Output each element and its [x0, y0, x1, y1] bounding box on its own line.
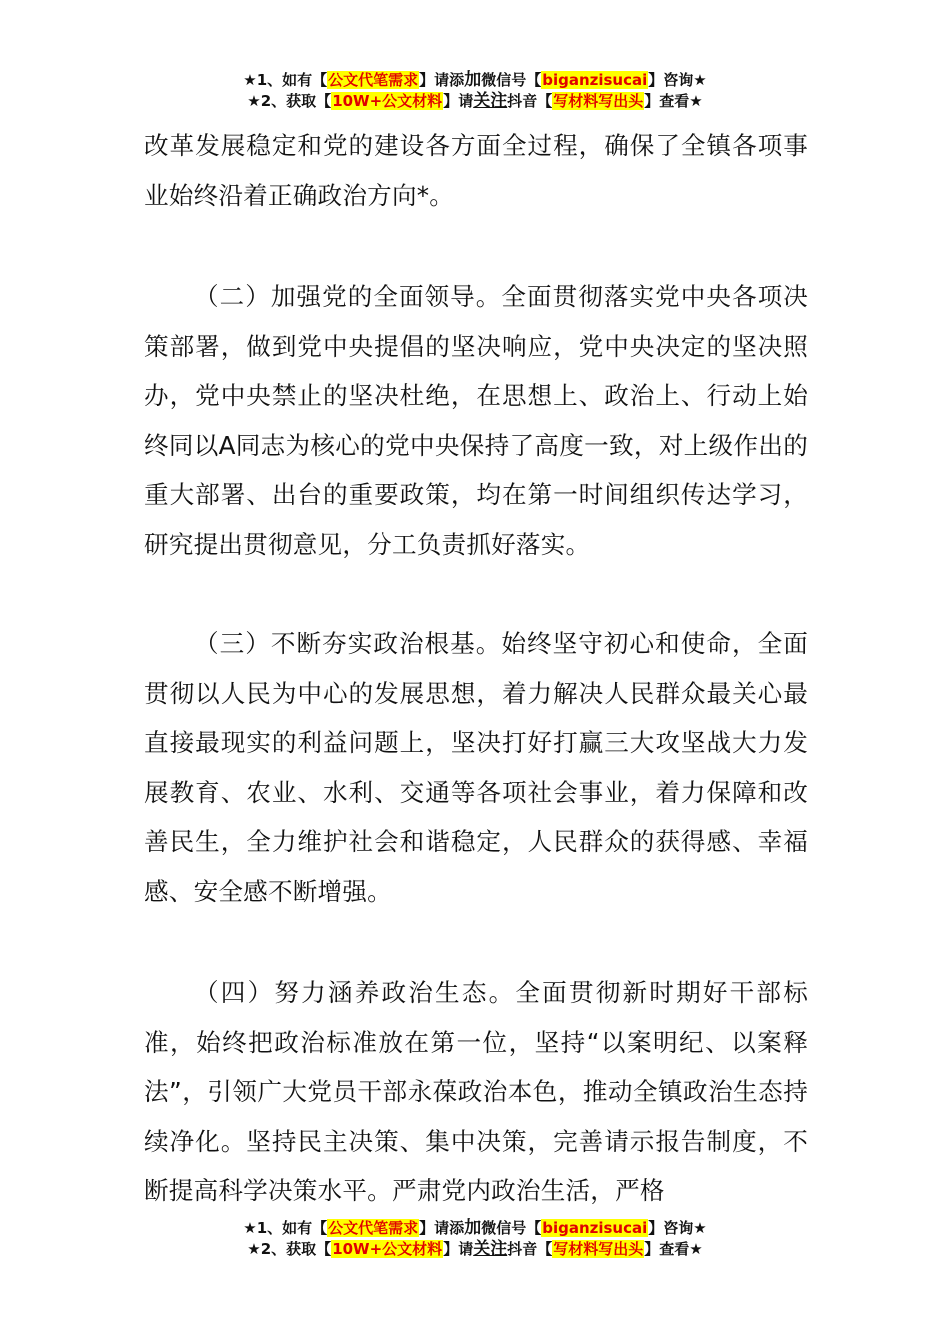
banner-highlight: 10W+公文材料	[332, 92, 443, 110]
body-paragraph-2: （二）加强党的全面领导。全面贯彻落实党中央各项决策部署，做到党中央提倡的坚决响应，党中央决定的坚决照办，党中央禁止的坚决杜绝，在思想上、政治上、行动上始终同以A同志为核心的党中央保持了高度一致，对上级作出的重大部署、出台的重要政策，均在第一时间组织传达学习，研究提出贯彻意见，分工负责抓好落实。	[144, 282, 808, 559]
body-paragraph-3: （三）不断夯实政治根基。始终坚守初心和使命，全面贯彻以人民为中心的发展思想，着力解决人民群众最关心最直接最现实的利益问题上，坚决打好打赢三大攻坚战大力发展教育、农业、水利、交通等各项社会事业，着力保障和改善民生，全力维护社会和谐稳定，人民群众的获得感、幸福感、安全感不断增强。	[144, 629, 808, 906]
banner-douyin-account: 写材料写出头	[553, 1240, 644, 1258]
header-banner	[0, 70, 950, 112]
banner-line-1: ★1、如有【公文代笔需求】请添加微信号【biganzisucai】咨询★	[243, 70, 707, 90]
banner-douyin-account: 写材料写出头	[553, 92, 644, 110]
banner-highlight: 10W+公文材料	[332, 1240, 443, 1258]
footer-banner	[0, 1218, 950, 1260]
banner-wechat-id: biganzisucai	[542, 71, 648, 89]
banner-line-2: ★2、获取【10W+公文材料】请关注抖音【写材料写出头】查看★	[247, 91, 703, 111]
banner-highlight: 公文代笔需求	[328, 1219, 419, 1237]
banner-line-1: ★1、如有【公文代笔需求】请添加微信号【biganzisucai】咨询★	[243, 1218, 707, 1238]
banner-line-2: ★2、获取【10W+公文材料】请关注抖音【写材料写出头】查看★	[247, 1239, 703, 1259]
banner-wechat-id: biganzisucai	[542, 1219, 648, 1237]
body-paragraph-4: （四）努力涵养政治生态。全面贯彻新时期好干部标准，始终把政治标准放在第一位，坚持“以案明纪、以案释法”，引领广大党员干部永葆政治本色，推动全镇政治生态持续净化。坚持民主决策、集中决策，完善请示报告制度，不断提高科学决策水平。严肃党内政治生活，严格	[144, 978, 808, 1205]
banner-highlight: 公文代笔需求	[328, 71, 419, 89]
body-paragraph-continuation: 改革发展稳定和党的建设各方面全过程，确保了全镇各项事业始终沿着正确政治方向*。	[144, 131, 808, 210]
